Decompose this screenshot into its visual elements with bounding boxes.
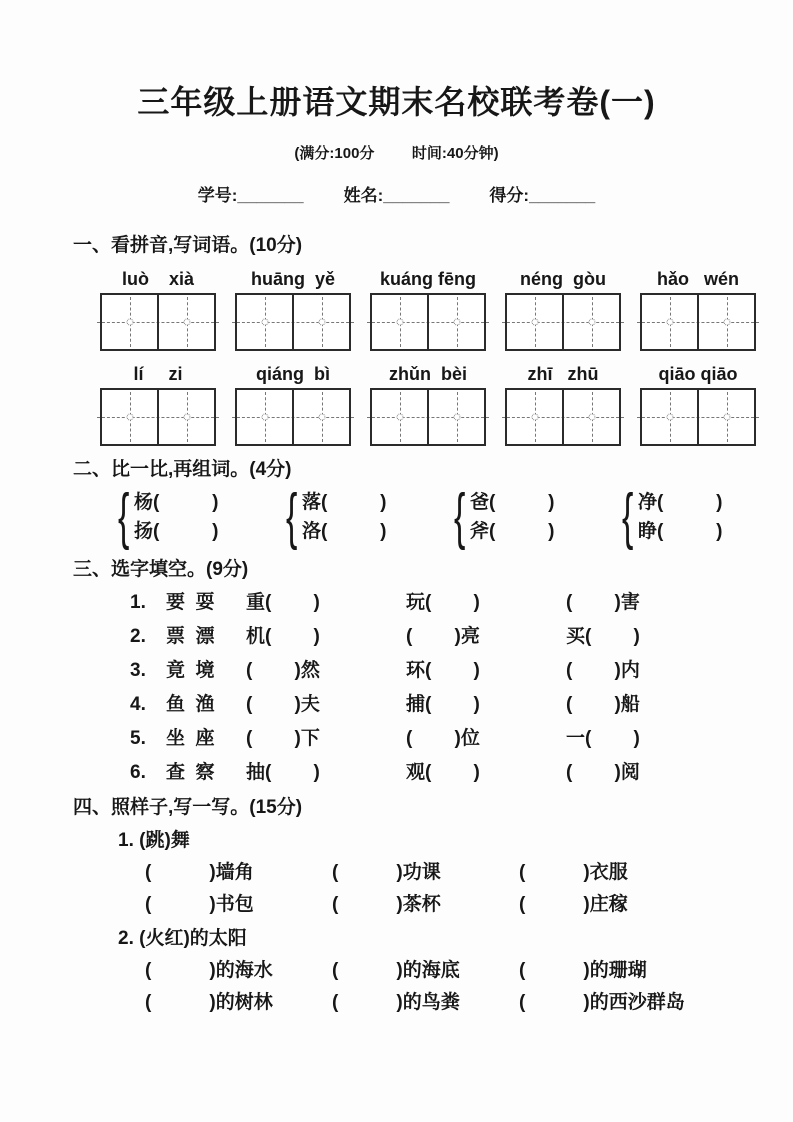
grid-cell — [642, 295, 697, 349]
grid-cell — [562, 295, 619, 349]
blank-phrase: ( )夫 — [246, 694, 320, 715]
example-label: 2. (火红)的太阳 — [118, 928, 247, 949]
pinyin-word — [100, 268, 216, 351]
blank-phrase: ( )的西沙群岛 — [519, 992, 685, 1013]
blank-phrase: ( )功课 — [332, 862, 441, 883]
pair-bottom: 斧( ) — [470, 521, 555, 542]
pinyin-word — [370, 363, 486, 446]
pinyin-word — [505, 268, 621, 351]
pinyin-word — [640, 268, 756, 351]
exam-meta: (满分:100分 时间:40分钟) — [294, 145, 499, 162]
pair-top: 杨( ) — [134, 492, 219, 513]
grid-cell — [292, 295, 349, 349]
pinyin-label: kuáng fēng — [379, 269, 476, 289]
blank-phrase: ( )的树林 — [145, 992, 273, 1013]
blank-phrase: 机( ) — [246, 626, 320, 647]
writing-grid — [640, 388, 756, 446]
grid-cell — [642, 390, 697, 444]
blank-phrase: ( )书包 — [145, 894, 254, 915]
blank-phrase: ( )茶杯 — [332, 894, 441, 915]
blank-phrase: 抽( ) — [246, 762, 320, 783]
grid-cell — [372, 390, 427, 444]
pinyin-label: lí zi — [133, 364, 183, 384]
compare-pair — [454, 482, 600, 551]
pinyin-label: zhǔn bèi — [389, 364, 467, 384]
item-number: 3. — [130, 660, 146, 681]
writing-grid — [235, 293, 351, 351]
blank-phrase-row — [145, 990, 793, 1016]
blank-phrase: ( )位 — [406, 728, 480, 749]
pair-bottom: 睁( ) — [638, 521, 723, 542]
student-id-field: 学号:_______ — [197, 186, 304, 205]
writing-grid — [370, 293, 486, 351]
grid-cell — [237, 390, 292, 444]
section3-heading: 三、选字填空。(9分) — [73, 559, 249, 580]
blank-phrase: ( )的海底 — [332, 960, 460, 981]
brace-icon: { — [118, 482, 130, 551]
blank-phrase: ( )的珊瑚 — [519, 960, 647, 981]
pinyin-label: luò xià — [121, 269, 195, 289]
choice-chars: 鱼 渔 — [166, 694, 215, 715]
blank-phrase: 买( ) — [566, 626, 640, 647]
item-number: 2. — [130, 626, 146, 647]
compare-pair — [286, 482, 432, 551]
pinyin-grid-row-1 — [100, 268, 793, 351]
fill-blank-row — [130, 658, 793, 684]
grid-cell — [157, 390, 214, 444]
writing-grid — [370, 388, 486, 446]
example-label: 1. (跳)舞 — [118, 830, 190, 851]
writing-grid — [640, 293, 756, 351]
grid-cell — [427, 295, 484, 349]
item-number: 5. — [130, 728, 146, 749]
blank-phrase: ( )害 — [566, 592, 640, 613]
fill-blank-row — [130, 760, 793, 786]
pinyin-label: hǎo wén — [656, 269, 739, 289]
pinyin-word — [100, 363, 216, 446]
blank-phrase: ( )内 — [566, 660, 640, 681]
blank-phrase: 观( ) — [406, 762, 480, 783]
score-field: 得分:_______ — [489, 186, 596, 205]
page-title: 三年级上册语文期末名校联考卷(一) — [137, 84, 656, 120]
pair-bottom: 洛( ) — [302, 521, 387, 542]
item-number: 4. — [130, 694, 146, 715]
blank-phrase: 环( ) — [406, 660, 480, 681]
grid-cell — [292, 390, 349, 444]
choice-chars: 坐 座 — [166, 728, 215, 749]
pinyin-grid-row-2 — [100, 363, 793, 446]
choice-chars: 票 漂 — [166, 626, 215, 647]
blank-phrase: 重( ) — [246, 592, 320, 613]
blank-phrase: 玩( ) — [406, 592, 480, 613]
pair-top: 爸( ) — [470, 492, 555, 513]
brace-icon: { — [622, 482, 634, 551]
pinyin-word — [640, 363, 756, 446]
grid-cell — [372, 295, 427, 349]
pinyin-word — [235, 363, 351, 446]
writing-grid — [505, 388, 621, 446]
choice-chars: 要 耍 — [166, 592, 215, 613]
brace-icon: { — [454, 482, 466, 551]
blank-phrase-row — [145, 860, 793, 886]
writing-grid — [100, 388, 216, 446]
pinyin-label: huāng yě — [250, 269, 335, 289]
section2-heading: 二、比一比,再组词。(4分) — [73, 459, 292, 480]
pinyin-word — [370, 268, 486, 351]
writing-grid — [505, 293, 621, 351]
grid-cell — [562, 390, 619, 444]
fill-blank-row — [130, 624, 793, 650]
grid-cell — [427, 390, 484, 444]
blank-phrase-row — [145, 958, 793, 984]
pinyin-word — [235, 268, 351, 351]
pinyin-label: zhī zhū — [527, 364, 599, 384]
choice-chars: 查 察 — [166, 762, 215, 783]
section1-heading: 一、看拼音,写词语。(10分) — [73, 235, 303, 256]
pair-bottom: 扬( ) — [134, 521, 219, 542]
blank-phrase: ( )下 — [246, 728, 320, 749]
blank-phrase: ( )墙角 — [145, 862, 254, 883]
pair-top: 落( ) — [302, 492, 387, 513]
blank-phrase: ( )亮 — [406, 626, 480, 647]
section4-heading: 四、照样子,写一写。(15分) — [73, 797, 303, 818]
fill-blank-row — [130, 692, 793, 718]
fill-blank-row — [130, 590, 793, 616]
fill-blank-row — [130, 726, 793, 752]
pinyin-label: néng gòu — [520, 269, 606, 289]
compare-pairs-row — [118, 482, 793, 551]
student-name-field: 姓名:_______ — [343, 186, 450, 205]
item-number: 6. — [130, 762, 146, 783]
blank-phrase: ( )阅 — [566, 762, 640, 783]
grid-cell — [507, 295, 562, 349]
item-number: 1. — [130, 592, 146, 613]
pinyin-word — [505, 363, 621, 446]
blank-phrase: ( )船 — [566, 694, 640, 715]
blank-phrase: ( )衣服 — [519, 862, 628, 883]
grid-cell — [157, 295, 214, 349]
grid-cell — [102, 295, 157, 349]
grid-cell — [697, 295, 754, 349]
grid-cell — [697, 390, 754, 444]
grid-cell — [237, 295, 292, 349]
choice-chars: 竟 境 — [166, 660, 215, 681]
pinyin-label: qiáng bì — [256, 364, 330, 384]
blank-phrase: ( )庄稼 — [519, 894, 628, 915]
brace-icon: { — [286, 482, 298, 551]
compare-pair — [118, 482, 264, 551]
writing-grid — [100, 293, 216, 351]
student-info-line — [0, 181, 793, 206]
blank-phrase: ( )的海水 — [145, 960, 273, 981]
grid-cell — [102, 390, 157, 444]
blank-phrase: 捕( ) — [406, 694, 480, 715]
writing-grid — [235, 388, 351, 446]
blank-phrase-row — [145, 892, 793, 918]
blank-phrase: ( )的鸟粪 — [332, 992, 460, 1013]
pair-top: 净( ) — [638, 492, 723, 513]
grid-cell — [507, 390, 562, 444]
compare-pair — [622, 482, 768, 551]
blank-phrase: 一( ) — [566, 728, 640, 749]
pinyin-label: qiāo qiāo — [658, 364, 738, 384]
blank-phrase: ( )然 — [246, 660, 320, 681]
